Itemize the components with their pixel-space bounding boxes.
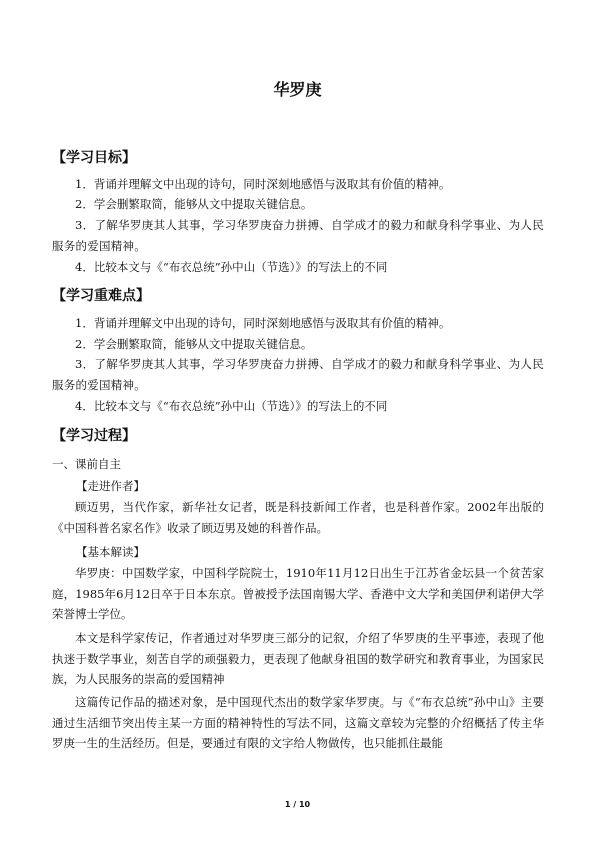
heading-learning-process: 【学习过程】 bbox=[52, 428, 136, 444]
page-number: 1 / 10 bbox=[284, 800, 311, 809]
goal-item-3: 3．了解华罗庚其人其事，学习华罗庚奋力拼搏、自学成才的毅力和献身科学事业、为人民服务的爱国精神。 bbox=[52, 218, 544, 253]
goal-item-2: 2．学会删繁取简，能够从文中提取关键信息。 bbox=[75, 197, 313, 211]
key-point-item-1: 1．背诵并理解文中出现的诗句，同时深刻地感悟与汲取其有价值的精神。 bbox=[75, 316, 451, 330]
goal-item-4: 4．比较本文与《“布衣总统”孙中山（节选）》的写法上的不同 bbox=[75, 260, 388, 274]
key-point-item-4: 4．比较本文与《“布衣总统”孙中山（节选）》的写法上的不同 bbox=[75, 399, 388, 413]
basic-reading-label: 【基本解读】 bbox=[76, 545, 145, 559]
basic-reading-text-2: 本文是科学家传记，作者通过对华罗庚三部分的记叙，介绍了华罗庚的生平事迹，表现了他执迷于数学事业，刻苦自学的顽强毅力，更表现了他献身祖国的数学研究和教育事业，为国家民族，为人民服务的崇高的爱国精神 bbox=[52, 631, 544, 686]
key-point-item-3: 3．了解华罗庚其人其事，学习华罗庚奋力拼搏、自学成才的毅力和献身科学事业、为人民服务的爱国精神。 bbox=[52, 357, 544, 392]
author-intro-text: 顾迈男，当代作家，新华社女记者，既是科技新闻工作者，也是科普作家。2002年出版的《中国科普名家名作》收录了顾迈男及她的科普作品。 bbox=[52, 500, 544, 535]
heading-learning-goals: 【学习目标】 bbox=[52, 150, 136, 166]
basic-reading-text-3: 这篇传记作品的描述对象，是中国现代杰出的数学家华罗庚。与《“布衣总统”孙中山》主要通过生活细节突出传主某一方面的精神特性的写法不同，这篇文章较为完整的介绍概括了传主华罗庚一生的生活经历。但是，要通过有限的文字给人物做传，也只能抓住最能 bbox=[52, 695, 544, 750]
basic-reading-text-1: 华罗庚：中国数学家，中国科学院院士，1910年11月12日出生于江苏省金坛县一个贫苦家庭，1985年6月12日卒于日本东京。曾被授予法国南锡大学、香港中文大学和美国伊利诺伊大学荣誉博士学位。 bbox=[52, 566, 544, 621]
part-one-label: 一、课前自主 bbox=[52, 457, 121, 471]
goal-item-1: 1．背诵并理解文中出现的诗句，同时深刻地感悟与汲取其有价值的精神。 bbox=[75, 177, 451, 191]
page-title: 华罗庚 bbox=[273, 80, 322, 99]
author-intro-label: 【走进作者】 bbox=[76, 479, 145, 493]
key-point-item-2: 2．学会删繁取简，能够从文中提取关键信息。 bbox=[75, 337, 313, 351]
heading-key-points: 【学习重难点】 bbox=[52, 288, 150, 304]
